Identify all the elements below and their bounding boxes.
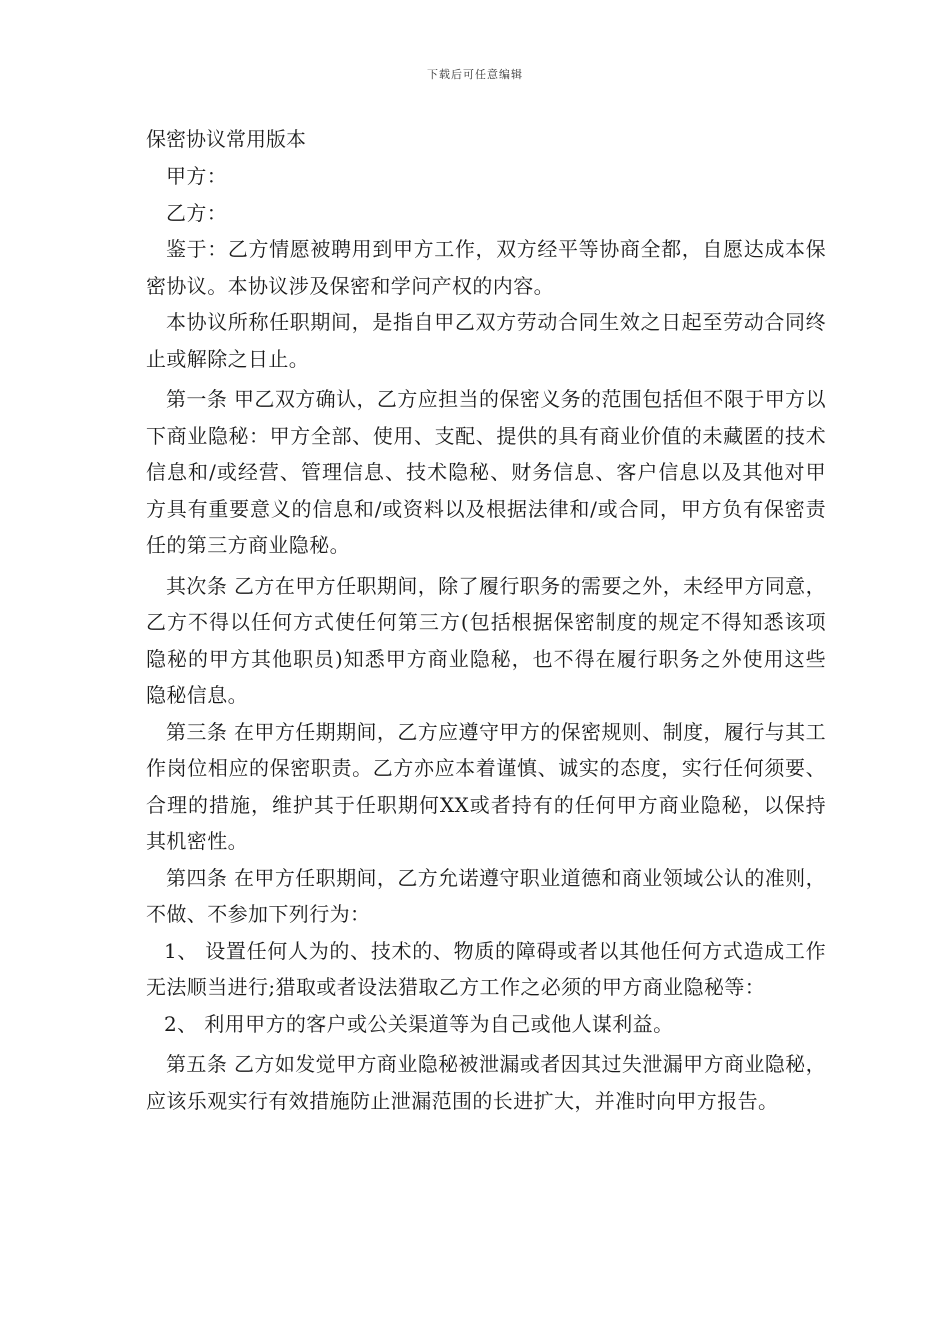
party-b-line: 乙方： (166, 200, 228, 225)
article-4-item-1: 1、 设置任何人为的、技术的、物质的障碍或者以其他任何方式造成工作无法顺当进行;猎取或者设法猎取乙方工作之必须的甲方商业隐秘等： (146, 938, 826, 999)
document-title: 保密协议常用版本 (146, 127, 306, 151)
document-body (146, 158, 826, 1119)
article-4-item-2: 2、 利用甲方的客户或公关渠道等为自己或他人谋利益。 (164, 1011, 674, 1036)
party-a-line: 甲方： (166, 164, 228, 188)
recital-paragraph: 鉴于：乙方情愿被聘用到甲方工作，双方经平等协商全都，自愿达成本保密协议。本协议涉及保密和学问产权的内容。 (146, 237, 826, 298)
term-definition-paragraph: 本协议所称任职期间，是指自甲乙双方劳动合同生效之日起至劳动合同终止或解除之日止。 (146, 310, 826, 371)
article-3-paragraph: 第三条 在甲方任期期间，乙方应遵守甲方的保密规则、制度，履行与其工作岗位相应的保密职责。乙方亦应本着谨慎、诚实的态度，实行任何须要、合理的措施，维护其于任职期何XX或者持有的任何甲方商业隐秘，以保持其机密性。 (146, 719, 826, 853)
article-5-paragraph: 第五条 乙方如发觉甲方商业隐秘被泄漏或者因其过失泄漏甲方商业隐秘，应该乐观实行有效措施防止泄漏范围的长进扩大，并准时向甲方报告。 (146, 1052, 826, 1113)
article-2-paragraph: 其次条 乙方在甲方任职期间，除了履行职务的需要之外，未经甲方同意，乙方不得以任何方式使任何第三方(包括根据保密制度的规定不得知悉该项隐秘的甲方其他职员)知悉甲方商业隐秘，也不得在履行职务之外使用这些隐秘信息。 (146, 573, 826, 707)
header-note: 下载后可任意编辑 (427, 68, 523, 81)
article-4-paragraph: 第四条 在甲方任职期间，乙方允诺遵守职业道德和商业领域公认的准则，不做、不参加下列行为： (146, 865, 826, 926)
article-1-paragraph: 第一条 甲乙双方确认，乙方应担当的保密义务的范围包括但不限于甲方以下商业隐秘：甲方全部、使用、支配、提供的具有商业价值的未藏匿的技术信息和/或经营、管理信息、技术隐秘、财务信息、客户信息以及其他对甲方具有重要意义的信息和/或资料以及根据法律和/或合同，甲方负有保密责任的第三方商业隐秘。 (146, 387, 826, 557)
